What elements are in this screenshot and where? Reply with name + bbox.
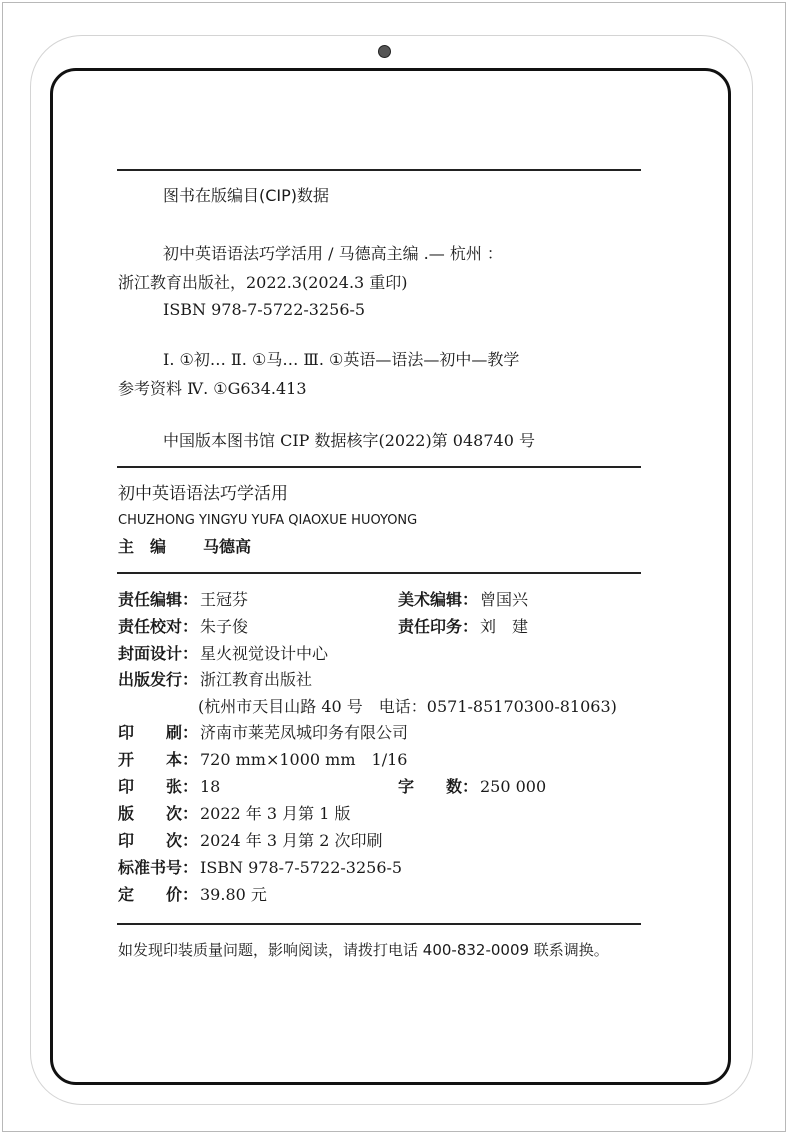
proofreader-row: 责任校对： 朱子俊 [118,617,249,636]
cip-heading: 图书在版编目(CIP)数据 [163,186,330,205]
book-title-pinyin: CHUZHONG YINGYU YUFA QIAOXUE HUOYONG [118,513,418,528]
cip-classification-2: 参考资料 Ⅳ. ①G634.413 [118,379,307,398]
print-supervisor-row: 责任印务： 刘 建 [398,617,529,636]
format-row: 开 本： 720 mm×1000 mm 1/16 [118,750,408,769]
isbn-row: 标准书号： ISBN 978-7-5722-3256-5 [118,858,403,877]
top-rule [117,169,641,171]
quality-notice: 如发现印装质量问题，影响阅读，请拨打电话 400-832-0009 联系调换。 [118,941,609,959]
responsible-editor-row: 责任编辑： 王冠芬 [118,590,249,609]
cip-line-1: 初中英语语法巧学活用 / 马德高主编 .— 杭州 ： [163,244,503,263]
cover-design-row: 封面设计： 星火视觉设计中心 [118,644,329,663]
cip-classification-1: Ⅰ. ①初… Ⅱ. ①马… Ⅲ. ①英语—语法—初中—教学 [163,350,520,369]
publisher-address: (杭州市天目山路 40 号 电话：0571-85170300-81063) [198,697,617,716]
edition-row: 版 次： 2022 年 3 月第 1 版 [118,804,351,823]
tablet-screen [50,68,731,1085]
title-bottom-rule [117,572,641,574]
cip-bottom-rule [117,466,641,468]
book-title: 初中英语语法巧学活用 [118,484,288,504]
credits-bottom-rule [117,923,641,925]
sheets-row: 印 张： 18 [118,777,221,796]
chief-editor-label: 主 编 [118,537,167,556]
publisher-row: 出版发行： 浙江教育出版社 [118,670,313,689]
chief-editor: 马德高 [203,537,252,556]
printing-row: 印 次： 2024 年 3 月第 2 次印刷 [118,831,383,850]
art-editor-row: 美术编辑： 曾国兴 [398,590,529,609]
price-row: 定 价： 39.80 元 [118,885,267,904]
cip-record-number: 中国版本图书馆 CIP 数据核字(2022)第 048740 号 [163,431,535,450]
cip-isbn: ISBN 978-7-5722-3256-5 [163,300,366,319]
camera-icon [378,45,391,58]
printer-row: 印 刷： 济南市莱芜凤城印务有限公司 [118,723,409,742]
cip-line-2: 浙江教育出版社，2022.3(2024.3 重印) [118,273,408,292]
word-count-row: 字 数： 250 000 [398,777,547,796]
